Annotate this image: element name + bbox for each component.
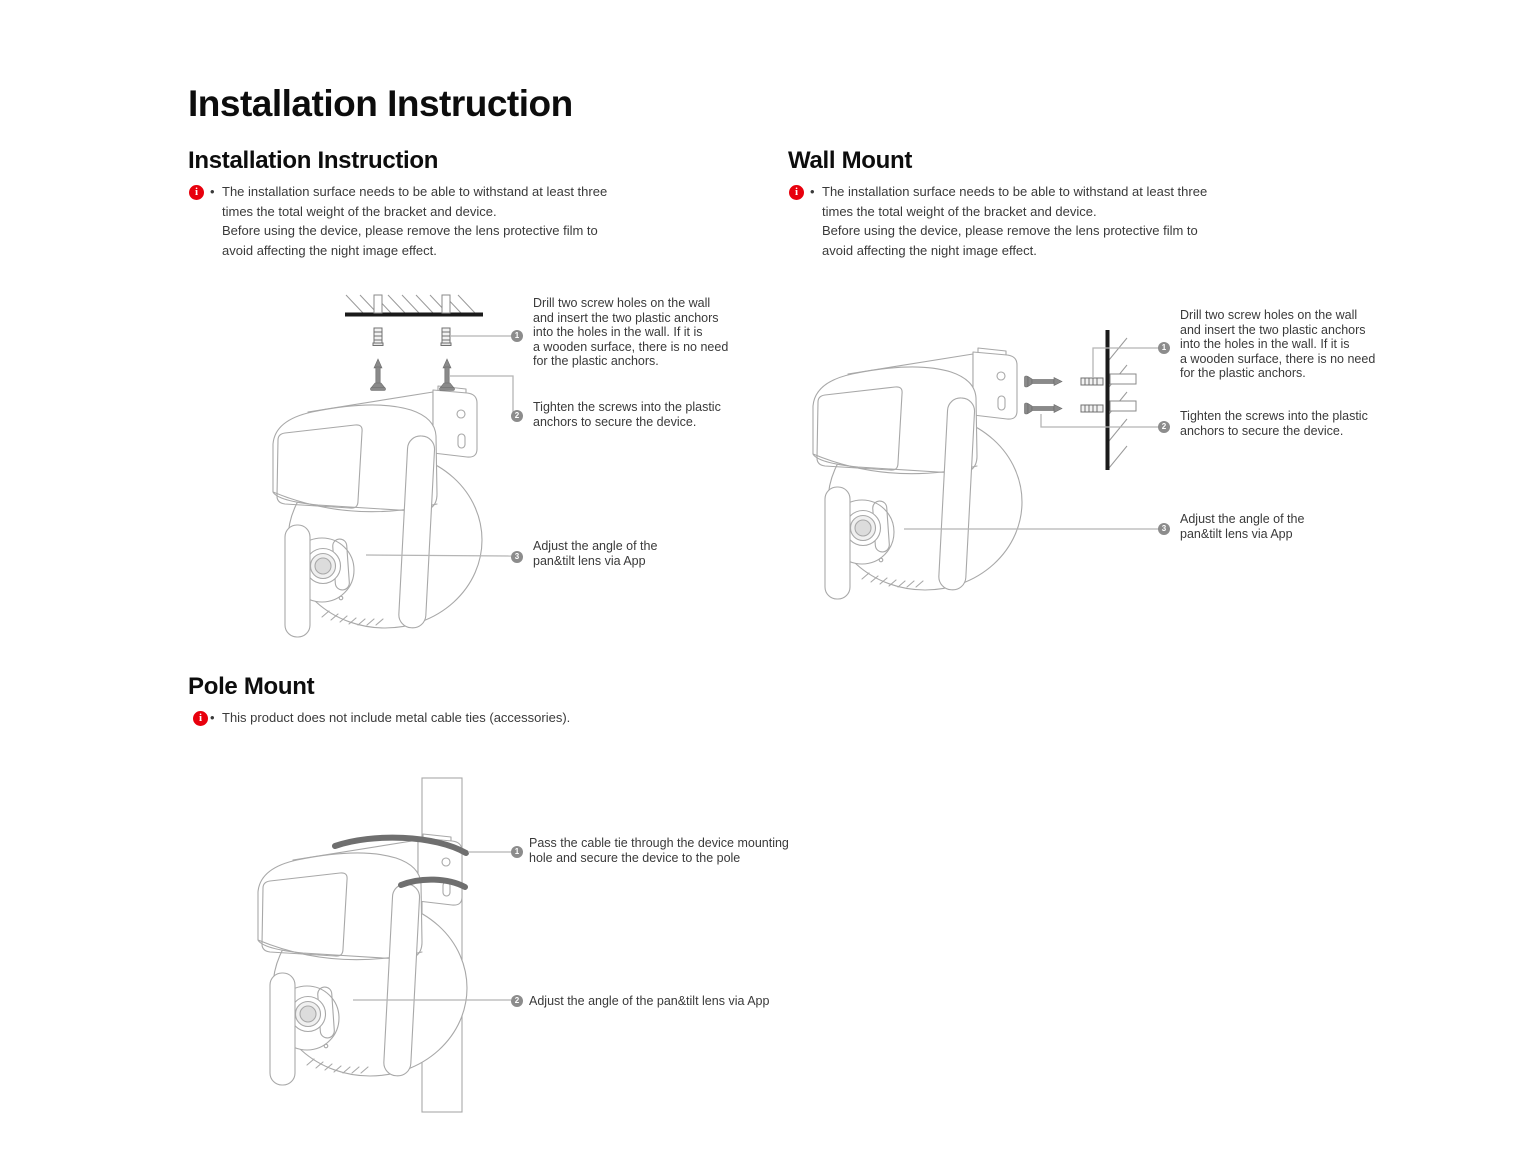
step-badge: 3 (1158, 523, 1170, 535)
step-text (1180, 409, 1368, 438)
step-text-line: Tighten the screws into the plastic (533, 400, 721, 414)
section-heading-wall-mount: Wall Mount (788, 147, 913, 174)
step-badge: 1 (511, 846, 523, 858)
step-badge: 1 (511, 330, 523, 342)
camera-illustration (273, 386, 482, 637)
step-text-line: Drill two screw holes on the wall (1180, 308, 1358, 322)
note-line: Before using the device, please remove the lens protective film to (822, 223, 1198, 238)
bullet: • (210, 710, 215, 725)
step-text-line: Adjust the angle of the (533, 539, 658, 553)
pole-mount-note (210, 708, 570, 728)
step-text-line: Adjust the angle of the pan&tilt lens via App (529, 994, 770, 1008)
step-text-line: Pass the cable tie through the device mounting (529, 836, 789, 850)
wall-mount-figure (810, 330, 1175, 642)
note-line: This product does not include metal cable ties (accessories). (222, 710, 571, 725)
step-text (1180, 308, 1375, 381)
note-line: times the total weight of the bracket and device. (222, 203, 497, 219)
camera-illustration (813, 348, 1022, 599)
step-text (533, 400, 721, 429)
note-line: avoid affecting the night image effect. (822, 242, 1037, 258)
step-text-line: pan&tilt lens via App (1180, 526, 1293, 541)
mounting-screws (1025, 376, 1063, 414)
page-title: Installation Instruction (188, 83, 573, 124)
step-text (533, 539, 657, 568)
step-badge: 2 (511, 995, 523, 1007)
plastic-anchors (1081, 378, 1103, 412)
note-line: The installation surface needs to be able to withstand at least three (222, 184, 608, 199)
step-text-line: and insert the two plastic anchors (533, 310, 719, 325)
bullet: • (210, 184, 215, 199)
step-text-line: into the holes in the wall. If it is (533, 325, 703, 340)
pole-mount-figure (255, 775, 760, 1120)
step-text-line: for the plastic anchors. (1180, 366, 1306, 381)
section-heading-pole-mount: Pole Mount (188, 673, 315, 700)
step-text-line: Adjust the angle of the (1180, 512, 1305, 526)
ceiling-surface (345, 295, 483, 315)
wall-mount-note (810, 182, 1207, 260)
step-text-line: a wooden surface, there is no need (1180, 351, 1376, 366)
step-text (529, 994, 769, 1009)
step-text (529, 836, 789, 865)
info-icon: i (193, 711, 208, 726)
wall-surface (1108, 330, 1137, 470)
step-text (533, 296, 728, 369)
step-badge: 1 (1158, 342, 1170, 354)
step-text-line: into the holes in the wall. If it is (1180, 337, 1350, 352)
step-text-line: a wooden surface, there is no need (533, 339, 729, 354)
step-badge: 2 (511, 410, 523, 422)
plastic-anchors (373, 328, 451, 346)
step-text-line: for the plastic anchors. (533, 354, 659, 369)
step-badge: 2 (1158, 421, 1170, 433)
step-text-line: anchors to secure the device. (533, 414, 697, 429)
step-text-line: pan&tilt lens via App (533, 553, 646, 568)
section-heading-installation: Installation Instruction (188, 147, 439, 174)
step-text (1180, 512, 1304, 541)
mounting-screws (371, 359, 455, 391)
step-text-line: and insert the two plastic anchors (1180, 322, 1366, 337)
info-icon: i (789, 185, 804, 200)
step-text-line: Drill two screw holes on the wall (533, 296, 711, 310)
step-text-line: anchors to secure the device. (1180, 423, 1344, 438)
installation-note (210, 182, 607, 260)
step-badge: 3 (511, 551, 523, 563)
step-text-line: hole and secure the device to the pole (529, 850, 741, 865)
bullet: • (810, 184, 815, 199)
camera-illustration (258, 834, 467, 1085)
note-line: Before using the device, please remove the lens protective film to (222, 223, 598, 238)
note-line: times the total weight of the bracket and device. (822, 203, 1097, 219)
note-line: avoid affecting the night image effect. (222, 242, 437, 258)
note-line: The installation surface needs to be able to withstand at least three (822, 184, 1208, 199)
info-icon: i (189, 185, 204, 200)
step-text-line: Tighten the screws into the plastic (1180, 409, 1368, 423)
